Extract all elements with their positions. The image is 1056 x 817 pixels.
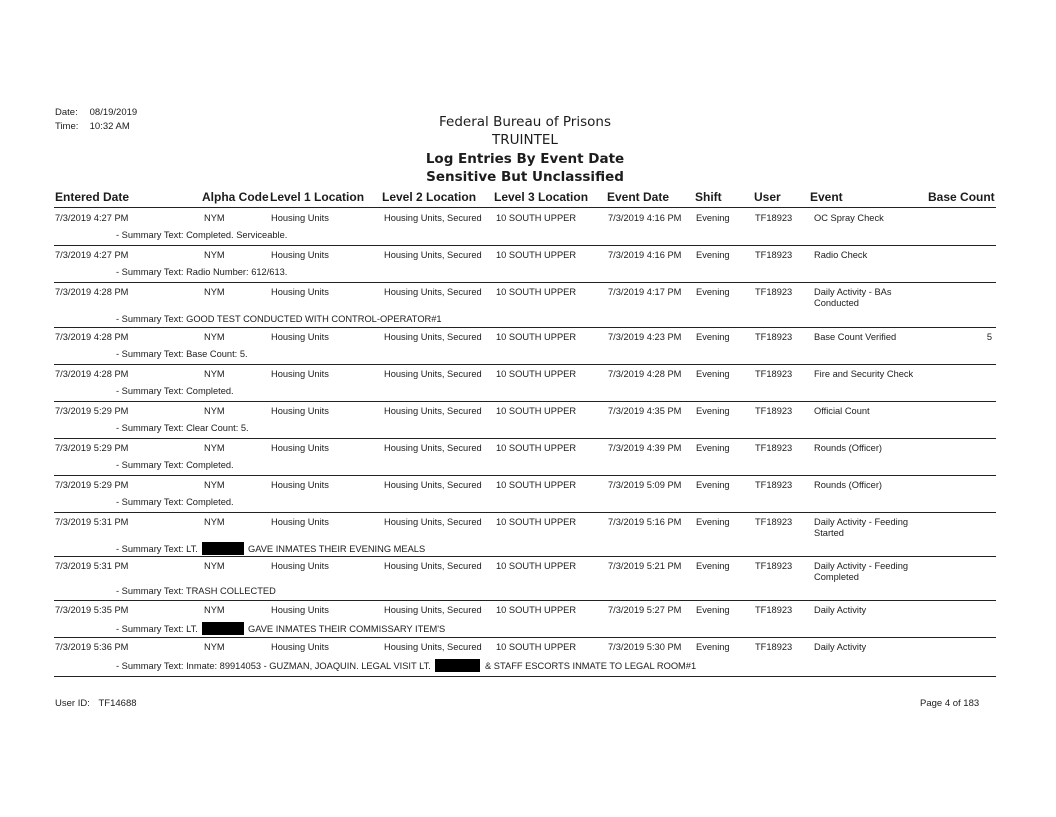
col-alpha-code: Alpha Code <box>202 190 269 204</box>
level3-cell: 10 SOUTH UPPER <box>496 287 577 297</box>
event-cell: Daily Activity <box>814 605 867 615</box>
col-shift: Shift <box>695 190 722 204</box>
alpha-code-cell: NYM <box>204 561 225 571</box>
title-report-name: Log Entries By Event Date <box>425 150 625 167</box>
event-cell: Base Count Verified <box>814 332 897 342</box>
summary-text <box>116 230 287 240</box>
summary-text <box>116 497 234 507</box>
level3-cell: 10 SOUTH UPPER <box>496 642 577 652</box>
shift-cell: Evening <box>696 287 730 297</box>
entered-date-cell: 7/3/2019 4:27 PM <box>55 250 129 260</box>
summary-text-main: - Summary Text: Completed. Serviceable. <box>116 230 288 240</box>
summary-text-main: - Summary Text: Radio Number: 612/613. <box>116 267 288 277</box>
level2-cell: Housing Units, Secured <box>384 605 482 615</box>
level2-cell: Housing Units, Secured <box>384 480 482 490</box>
page-number: Page 4 of 183 <box>920 698 980 709</box>
redaction-block <box>202 622 244 635</box>
row-divider <box>54 364 996 365</box>
event-date-cell: 7/3/2019 5:21 PM <box>608 561 682 571</box>
row-divider <box>54 637 996 638</box>
row-divider <box>54 245 996 246</box>
event-cell: OC Spray Check <box>814 213 884 223</box>
level3-cell: 10 SOUTH UPPER <box>496 443 577 453</box>
summary-text <box>116 423 249 433</box>
entered-date-cell: 7/3/2019 5:29 PM <box>55 480 129 490</box>
level2-cell: Housing Units, Secured <box>384 443 482 453</box>
alpha-code-cell: NYM <box>204 250 225 260</box>
event-cell: Daily Activity - BAs Conducted <box>814 287 892 308</box>
event-cell: Daily Activity <box>814 642 867 652</box>
shift-cell: Evening <box>696 213 730 223</box>
footer-user <box>55 698 137 709</box>
entered-date-cell: 7/3/2019 5:31 PM <box>55 517 129 527</box>
level2-cell: Housing Units, Secured <box>384 517 482 527</box>
col-level1: Level 1 Location <box>270 190 365 204</box>
level2-cell: Housing Units, Secured <box>384 369 482 379</box>
shift-cell: Evening <box>696 517 730 527</box>
level2-cell: Housing Units, Secured <box>384 406 482 416</box>
level2-cell: Housing Units, Secured <box>384 332 482 342</box>
entered-date-cell: 7/3/2019 4:28 PM <box>55 332 129 342</box>
footer-user-value: TF14688 <box>98 698 137 709</box>
entered-date-cell: 7/3/2019 4:27 PM <box>55 213 129 223</box>
level1-cell: Housing Units <box>271 517 329 527</box>
user-cell: TF18923 <box>755 406 793 416</box>
row-divider <box>54 600 996 601</box>
summary-text <box>116 267 287 277</box>
col-event: Event <box>810 190 843 204</box>
alpha-code-cell: NYM <box>204 480 225 490</box>
entered-date-cell: 7/3/2019 4:28 PM <box>55 287 129 297</box>
time-label: Time: <box>55 121 79 132</box>
alpha-code-cell: NYM <box>204 369 225 379</box>
row-divider <box>54 327 996 328</box>
user-cell: TF18923 <box>755 443 793 453</box>
summary-text <box>116 460 234 470</box>
summary-text-main: - Summary Text: TRASH COLLECTED <box>116 586 276 596</box>
summary-text-continued: GAVE INMATES THEIR EVENING MEALS <box>247 544 426 554</box>
level1-cell: Housing Units <box>271 332 329 342</box>
user-cell: TF18923 <box>755 332 793 342</box>
user-cell: TF18923 <box>755 561 793 571</box>
event-date-cell: 7/3/2019 4:17 PM <box>608 287 682 297</box>
summary-text-main: - Summary Text: LT. <box>116 544 198 554</box>
alpha-code-cell: NYM <box>204 406 225 416</box>
event-date-cell: 7/3/2019 5:16 PM <box>608 517 682 527</box>
print-time <box>55 121 130 132</box>
level3-cell: 10 SOUTH UPPER <box>496 213 577 223</box>
footer-user-label: User ID: <box>55 698 90 709</box>
report-title <box>380 113 670 186</box>
level1-cell: Housing Units <box>271 369 329 379</box>
event-date-cell: 7/3/2019 4:35 PM <box>608 406 682 416</box>
alpha-code-cell: NYM <box>204 517 225 527</box>
level3-cell: 10 SOUTH UPPER <box>496 517 577 527</box>
summary-text <box>116 386 234 396</box>
event-cell: Rounds (Officer) <box>814 480 883 490</box>
row-divider <box>54 475 996 476</box>
summary-text <box>116 622 445 635</box>
summary-text-main: - Summary Text: Completed. <box>116 497 234 507</box>
entered-date-cell: 7/3/2019 4:28 PM <box>55 369 129 379</box>
user-cell: TF18923 <box>755 250 793 260</box>
user-cell: TF18923 <box>755 642 793 652</box>
level1-cell: Housing Units <box>271 642 329 652</box>
level2-cell: Housing Units, Secured <box>384 250 482 260</box>
col-user: User <box>754 190 781 204</box>
redaction-block <box>435 659 480 672</box>
row-divider <box>54 556 996 557</box>
redaction-block <box>202 542 244 555</box>
user-cell: TF18923 <box>755 369 793 379</box>
col-event-date: Event Date <box>607 190 670 204</box>
alpha-code-cell: NYM <box>204 213 225 223</box>
event-date-cell: 7/3/2019 4:23 PM <box>608 332 682 342</box>
summary-text-main: - Summary Text: Clear Count: 5. <box>116 423 249 433</box>
level1-cell: Housing Units <box>271 287 329 297</box>
shift-cell: Evening <box>696 369 730 379</box>
summary-text <box>116 659 696 672</box>
shift-cell: Evening <box>696 443 730 453</box>
alpha-code-cell: NYM <box>204 642 225 652</box>
title-system: TRUINTEL <box>492 132 558 149</box>
shift-cell: Evening <box>696 332 730 342</box>
entered-date-cell: 7/3/2019 5:36 PM <box>55 642 129 652</box>
col-base-count: Base Count <box>928 190 995 204</box>
event-date-cell: 7/3/2019 5:27 PM <box>608 605 682 615</box>
base-count-cell: 5 <box>986 332 992 342</box>
summary-text-main: - Summary Text: Completed. <box>116 460 234 470</box>
level1-cell: Housing Units <box>271 406 329 416</box>
user-cell: TF18923 <box>755 213 793 223</box>
level3-cell: 10 SOUTH UPPER <box>496 561 577 571</box>
user-cell: TF18923 <box>755 480 793 490</box>
summary-text <box>116 349 248 359</box>
alpha-code-cell: NYM <box>204 605 225 615</box>
date-label: Date: <box>55 107 78 118</box>
shift-cell: Evening <box>696 406 730 416</box>
summary-text-main: - Summary Text: LT. <box>116 624 198 634</box>
time-value: 10:32 AM <box>89 121 130 132</box>
col-level2: Level 2 Location <box>382 190 477 204</box>
summary-text-continued: & STAFF ESCORTS INMATE TO LEGAL ROOM#1 <box>485 661 697 671</box>
summary-text-main: - Summary Text: Completed. <box>116 386 234 396</box>
level2-cell: Housing Units, Secured <box>384 287 482 297</box>
row-divider <box>54 512 996 513</box>
level3-cell: 10 SOUTH UPPER <box>496 406 577 416</box>
level1-cell: Housing Units <box>271 605 329 615</box>
event-date-cell: 7/3/2019 4:39 PM <box>608 443 682 453</box>
alpha-code-cell: NYM <box>204 287 225 297</box>
event-date-cell: 7/3/2019 4:28 PM <box>608 369 682 379</box>
entered-date-cell: 7/3/2019 5:31 PM <box>55 561 129 571</box>
event-cell: Radio Check <box>814 250 868 260</box>
col-entered-date: Entered Date <box>55 190 130 204</box>
col-level3: Level 3 Location <box>494 190 589 204</box>
event-cell: Rounds (Officer) <box>814 443 883 453</box>
summary-text-main: - Summary Text: Base Count: 5. <box>116 349 248 359</box>
level1-cell: Housing Units <box>271 480 329 490</box>
title-agency: Federal Bureau of Prisons <box>439 114 611 130</box>
title-classification: Sensitive But Unclassified <box>426 168 624 185</box>
level3-cell: 10 SOUTH UPPER <box>496 605 577 615</box>
event-date-cell: 7/3/2019 4:16 PM <box>608 250 682 260</box>
level3-cell: 10 SOUTH UPPER <box>496 369 577 379</box>
shift-cell: Evening <box>696 250 730 260</box>
level1-cell: Housing Units <box>271 250 329 260</box>
alpha-code-cell: NYM <box>204 443 225 453</box>
level3-cell: 10 SOUTH UPPER <box>496 250 577 260</box>
entered-date-cell: 7/3/2019 5:29 PM <box>55 443 129 453</box>
shift-cell: Evening <box>696 605 730 615</box>
level1-cell: Housing Units <box>271 443 329 453</box>
event-cell: Fire and Security Check <box>814 369 914 379</box>
summary-text-continued: GAVE INMATES THEIR COMMISSARY ITEM'S <box>247 624 446 634</box>
summary-text <box>116 586 276 596</box>
event-date-cell: 7/3/2019 5:30 PM <box>608 642 682 652</box>
alpha-code-cell: NYM <box>204 332 225 342</box>
user-cell: TF18923 <box>755 605 793 615</box>
print-date <box>55 107 137 118</box>
level2-cell: Housing Units, Secured <box>384 213 482 223</box>
entered-date-cell: 7/3/2019 5:35 PM <box>55 605 129 615</box>
user-cell: TF18923 <box>755 517 793 527</box>
level1-cell: Housing Units <box>271 561 329 571</box>
summary-text-main: - Summary Text: Inmate: 89914053 - GUZMAN, JOAQUIN. LEGAL VISIT LT. <box>116 661 431 671</box>
event-cell: Daily Activity - Feeding Completed <box>814 561 909 582</box>
event-cell: Official Count <box>814 406 870 416</box>
row-divider <box>54 401 996 402</box>
shift-cell: Evening <box>696 642 730 652</box>
summary-text <box>116 314 442 324</box>
shift-cell: Evening <box>696 561 730 571</box>
table-end-rule <box>54 676 996 677</box>
header-rule <box>54 207 996 208</box>
row-divider <box>54 438 996 439</box>
summary-text-main: - Summary Text: GOOD TEST CONDUCTED WITH CONTROL-OPERATOR#1 <box>116 314 442 324</box>
level3-cell: 10 SOUTH UPPER <box>496 332 577 342</box>
event-cell: Daily Activity - Feeding Started <box>814 517 909 538</box>
event-date-cell: 7/3/2019 5:09 PM <box>608 480 682 490</box>
shift-cell: Evening <box>696 480 730 490</box>
level1-cell: Housing Units <box>271 213 329 223</box>
event-date-cell: 7/3/2019 4:16 PM <box>608 213 682 223</box>
date-value: 08/19/2019 <box>89 107 138 118</box>
summary-text <box>116 542 425 555</box>
level2-cell: Housing Units, Secured <box>384 561 482 571</box>
row-divider <box>54 282 996 283</box>
level2-cell: Housing Units, Secured <box>384 642 482 652</box>
level3-cell: 10 SOUTH UPPER <box>496 480 577 490</box>
user-cell: TF18923 <box>755 287 793 297</box>
entered-date-cell: 7/3/2019 5:29 PM <box>55 406 129 416</box>
